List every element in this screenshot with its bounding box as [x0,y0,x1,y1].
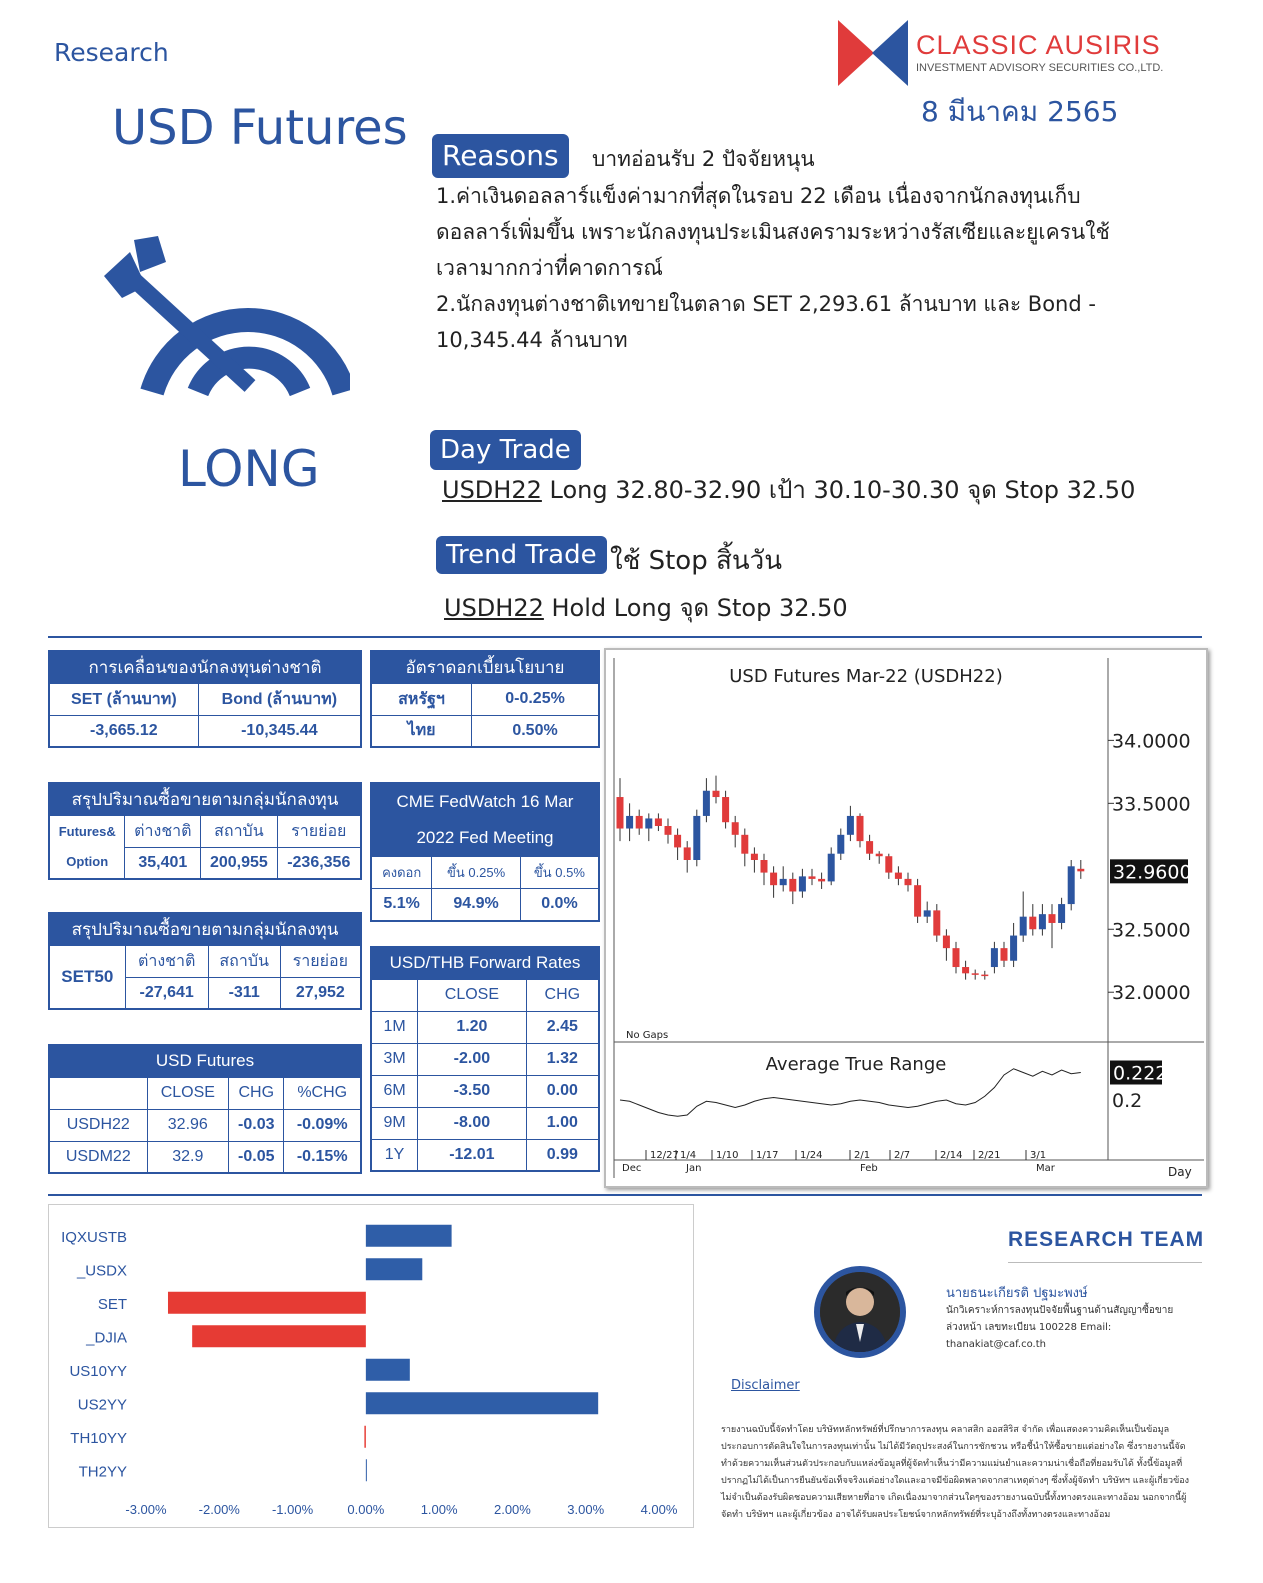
trend-trade-text: Hold Long จุด Stop 32.50 [543,594,848,622]
table-title: สรุปปริมาณซื้อขายตามกลุ่มนักลงทุน [49,783,361,815]
reason-line: 2.นักลงทุนต่างชาติเทขายในตลาด SET 2,293.61 ล้านบาท และ Bond - [436,292,1096,316]
table-cell: -3,665.12 [49,715,198,747]
candle-body [885,856,892,872]
table-title: การเคลื่อนของนักลงทุนต่างชาติ [49,651,361,683]
row-label-line: Option [66,854,109,870]
bar [366,1225,452,1247]
category-label: US2YY [77,1396,127,1414]
table-cell: -10,345.44 [198,715,361,747]
symbol-cell: USDM22 [49,1141,147,1173]
table-cell: -0.09% [284,1109,361,1141]
table-cell: 94.9% [432,889,521,921]
candle-body [1058,904,1065,923]
table-cell: 35,401 [125,847,201,879]
divider [48,1194,1202,1196]
day-trade-recommendation [442,470,1135,509]
candle-body [655,818,662,826]
atr-title: Average True Range [765,1054,947,1075]
report-date: 8 มีนาคม 2565 [921,95,1119,128]
table-title: USD/THB Forward Rates [371,947,599,979]
table-cell: 0.00 [526,1075,599,1107]
candle-body [1029,917,1036,930]
candle-body [866,841,873,854]
table-row [371,1075,599,1107]
x-month-label: Dec [622,1163,642,1174]
empty-header [49,1077,147,1109]
bar [366,1392,598,1414]
table-cell: -236,356 [277,847,361,879]
atr-last-label: 0.222 [1113,1062,1168,1085]
candle-body [991,948,998,967]
forward-rates-table [370,946,600,1172]
column-header: คงดอก [371,857,432,889]
divider [48,636,1202,638]
avatar [814,1266,906,1358]
reason-line: เวลามากกว่าที่คาดการณ์ [436,256,663,280]
column-header: CLOSE [418,979,527,1011]
column-header: รายย่อย [280,945,361,977]
person-icon [820,1272,900,1352]
x-tick-label: -3.00% [125,1502,167,1517]
candle-body [924,910,931,916]
candle-body [761,860,768,873]
table-title-line: CME FedWatch 16 Mar [396,792,574,811]
x-tick-label: 1/24 [800,1150,823,1161]
table-cell: 200,955 [201,847,277,879]
reason-line: 1.ค่าเงินดอลลาร์แข็งค่ามากที่สุดในรอบ 22 เดือน เนื่องจากนักลงทุนเก็บ [436,184,1081,208]
symbol-cell: USDH22 [49,1109,147,1141]
category-label: _USDX [76,1262,127,1280]
candle-body [770,873,777,886]
table-title: สรุปปริมาณซื้อขายตามกลุ่มนักลงทุน [49,913,361,945]
candle-body [732,822,739,835]
reasons-tag: Reasons [432,134,569,178]
bar [366,1459,367,1481]
analyst-description: นักวิเคราะห์การลงทุนปัจจัยพื้นฐานด้านสัญญาซื้อขายล่วงหน้า เลขทะเบียน 100228 Email: thanakiat@caf.co.th [946,1305,1174,1350]
x-tick-label: 2/7 [894,1150,911,1161]
y-tick-label: 32.5000 [1112,919,1191,942]
candle-body [828,854,835,882]
day-trade-text: Long 32.80-32.90 เป้า 30.10-30.30 จุด Stop 32.50 [541,476,1136,504]
table-row [371,1139,599,1171]
column-header: รายย่อย [277,815,361,847]
x-tick-label: 1.00% [420,1502,458,1517]
candle-body [876,854,883,857]
day-trade-symbol: USDH22 [442,476,542,504]
candle-body [741,835,748,854]
table-cell: -3.50 [418,1075,527,1107]
bar [366,1359,410,1381]
table-title-line: 2022 Fed Meeting [416,828,554,847]
candle-body [837,835,844,854]
table-cell: -2.00 [418,1043,527,1075]
table-cell: 5.1% [371,889,432,921]
candle-body [617,797,624,828]
table-cell: -311 [208,977,280,1009]
trend-trade-symbol: USDH22 [444,594,544,622]
table-cell: 2.45 [526,1011,599,1043]
candle-body [895,873,902,879]
candle-body [914,885,921,916]
candle-body [809,876,816,879]
y-tick-label: 34.0000 [1112,730,1191,753]
table-cell: 0.99 [526,1139,599,1171]
price-chart [606,650,1206,1186]
y-ticks-group [1108,730,1192,1004]
x-ticks-group [622,1150,1056,1174]
candle-body [789,879,796,892]
market-change-chart-panel [48,1204,694,1528]
policy-rate-table [370,650,600,748]
target-icon [100,236,350,396]
candle-body [674,835,681,848]
candle-body [972,973,979,975]
x-month-label: Jan [686,1163,702,1174]
candle-body [943,936,950,949]
table-cell: 1.20 [418,1011,527,1043]
disclaimer-text: รายงานฉบับนี้จัดทำโดย บริษัทหลักทรัพย์ที่ปรึกษาการลงทุน คลาสสิก ออสสิริส จำกัด เพื่อแสดงความคิดเห็นเป็นข้อมูลประกอบการตัดสินใจในการลงทุนเท่านั้น ไม่ได้มีวัตถุประสงค์ในการชักชวน หรือชี้นำให้ซื้อขายแต่อย่างใด ซึ่งรายงานนี้จัดทำด้วยความเห็นส่วนตัวประกอบกับแหล่งข้อมูลที่ผู้จัดทำเห็นว่ามีความแม่นยำและความน่าเชื่อถือที่ยอมรับได้ ทั้งนี้ข้อมูลที่ปรากฏไม่ได้เป็นการยืนยันข้อเท็จจริงแต่อย่างใดและอาจมีข้อผิดพลาดจากสาเหตุต่างๆ ซึ่งทั้งผู้จัดทำ บริษัทฯ และผู้เกี่ยวข้องไม่จำเป็นต้องรับผิดชอบความเสียหายที่อาจ เกิดเนื่องมาจากส่วนใดๆของรายงานฉบับนี้ทั้งทางตรงและทางอ้อม นอกจากนี้ผู้จัดทำ บริษัทฯ และผู้เกี่ยวข้อง อาจได้รับผลประโยชน์จากหลักทรัพย์ที่ระบุอ้างถึงทั้งทางตรงและทางอ้อม [721,1425,1190,1520]
bar [366,1258,422,1280]
candle-body [799,876,806,891]
row-label [49,815,125,879]
candle-body [722,797,729,822]
x-tick-label: 1/10 [716,1150,739,1161]
market-change-chart [49,1205,693,1527]
bar [192,1325,366,1347]
empty-header [371,979,418,1011]
candle-body [1068,866,1075,904]
page-title: USD Futures [112,100,408,156]
atr-line [620,1069,1081,1117]
x-tick-label: 1/4 [680,1150,697,1161]
candle-body [626,816,633,829]
candle-body [645,818,652,828]
logo-name: CLASSIC AUSIRIS [916,30,1161,60]
table-cell: 32.9 [147,1141,229,1173]
table-cell: -0.03 [229,1109,284,1141]
candle-body [1020,917,1027,936]
x-tick-label: 3.00% [567,1502,605,1517]
reason-line: 10,345.44 ล้านบาท [436,328,628,352]
table-cell: 27,952 [280,977,361,1009]
candle-body [818,879,825,882]
y-tick-label: 33.5000 [1112,793,1191,816]
candle-body [693,816,700,860]
column-header: ต่างชาติ [125,945,208,977]
table-cell: 0-0.25% [472,683,599,715]
x-tick-label: 2.00% [493,1502,531,1517]
reason-line: ดอลลาร์เพิ่มขึ้น เพราะนักลงทุนประเมินสงครามระหว่างรัสเซียและยูเครนใช้ [436,220,1110,244]
table-cell: 1.32 [526,1043,599,1075]
table-title: USD Futures [49,1045,361,1077]
x-tick-label: 0.00% [347,1502,385,1517]
foreign-flow-table [48,650,362,748]
candle-body [636,816,643,829]
column-header: สถาบัน [201,815,277,847]
candle-body [780,879,787,885]
candle-body [933,910,940,935]
column-header: ขึ้น 0.25% [432,857,521,889]
disclaimer-link[interactable]: Disclaimer [731,1378,800,1393]
table-cell: 32.96 [147,1109,229,1141]
table-cell: 1.00 [526,1107,599,1139]
analyst-name: นายธนะเกียรติ ปฐมะพงษ์ [946,1286,1088,1301]
column-header: Bond (ล้านบาท) [198,683,361,715]
candle-body [1039,914,1046,929]
candle-body [713,791,720,797]
fedwatch-table [370,782,600,922]
row-label-line: Futures& [58,824,116,840]
candle-body [1049,914,1056,923]
row-label: สหรัฐฯ [371,683,472,715]
category-label: TH10YY [70,1429,127,1447]
day-trade-tag: Day Trade [430,430,581,470]
bar [168,1292,366,1314]
row-label: SET50 [49,945,125,1009]
category-label: _DJIA [86,1329,127,1347]
company-logo-icon [838,20,908,86]
column-header: CHG [229,1077,284,1109]
x-tick-label: 3/1 [1030,1150,1047,1161]
x-tick-label: 12/27 [650,1150,679,1161]
table-cell: -12.01 [418,1139,527,1171]
candle-body [905,879,912,885]
candle-body [953,948,960,967]
table-cell: -27,641 [125,977,208,1009]
table-cell: -8.00 [418,1107,527,1139]
candle-body [1001,948,1008,961]
chart-title: USD Futures Mar-22 (USDH22) [729,666,1003,687]
price-chart-panel [604,648,1208,1188]
column-header: ต่างชาติ [125,815,201,847]
candle-body [857,816,864,841]
bar [364,1426,365,1448]
column-header: ขึ้น 0.5% [520,857,599,889]
table-row [49,1141,361,1173]
x-tick-label: 2/1 [854,1150,871,1161]
candle-body [703,791,710,816]
set50-investor-table [48,912,362,1010]
table-title: อัตราดอกเบี้ยนโยบาย [371,651,599,683]
section-label: Research [54,38,169,67]
table-row [371,1011,599,1043]
divider [1008,1262,1202,1263]
table-row [371,1107,599,1139]
row-label: ไทย [371,715,472,747]
chart-note: No Gaps [626,1030,669,1041]
x-tick-label: 1/17 [756,1150,779,1161]
candle-body [665,826,672,835]
tenor-cell: 6M [371,1075,418,1107]
trend-trade-note: ใช้ Stop สิ้นวัน [610,546,782,576]
category-label: TH2YY [78,1463,127,1481]
candle-body [981,975,988,977]
reasons-headline: บาทอ่อนรับ 2 ปัจจัยหนุน [592,147,815,171]
futures-investor-table [48,782,362,880]
candle-body [962,967,969,973]
x-tick-label: -2.00% [198,1502,240,1517]
table-cell: 0.50% [472,715,599,747]
trend-trade-recommendation [444,588,848,627]
table-cell: -0.15% [284,1141,361,1173]
x-tick-label: 4.00% [640,1502,678,1517]
tenor-cell: 9M [371,1107,418,1139]
x-tick-label: 2/14 [940,1150,963,1161]
category-label: IQXUSTB [61,1228,127,1246]
x-unit-label: Day [1168,1165,1192,1179]
column-header: CLOSE [147,1077,229,1109]
x-tick-label: 2/21 [978,1150,1001,1161]
candle-body [1077,869,1084,872]
y-tick-label: 32.0000 [1112,982,1191,1005]
table-row [49,1109,361,1141]
logo-subtitle: INVESTMENT ADVISORY SECURITIES CO.,LTD. [916,62,1164,74]
last-price-label: 32.9600 [1113,861,1192,884]
column-header: CHG [526,979,599,1011]
position-label: LONG [178,440,320,498]
category-label: US10YY [69,1362,127,1380]
atr-tick-label: 0.2 [1112,1090,1143,1112]
x-tick-label: -1.00% [271,1502,314,1517]
column-header: %CHG [284,1077,361,1109]
candles-group [617,776,1085,980]
x-month-label: Feb [860,1163,878,1174]
table-cell: -0.05 [229,1141,284,1173]
column-header: สถาบัน [208,945,280,977]
tenor-cell: 3M [371,1043,418,1075]
category-label: SET [97,1295,127,1313]
candle-body [751,854,758,860]
table-row [371,1043,599,1075]
trend-trade-tag: Trend Trade [436,536,607,574]
table-cell: 0.0% [520,889,599,921]
research-team-title: RESEARCH TEAM [1008,1228,1205,1251]
column-header: SET (ล้านบาท) [49,683,198,715]
usd-futures-table [48,1044,362,1174]
candle-body [1010,936,1017,961]
x-month-label: Mar [1036,1163,1055,1174]
tenor-cell: 1Y [371,1139,418,1171]
candle-body [684,847,691,860]
candle-body [847,816,854,835]
tenor-cell: 1M [371,1011,418,1043]
table-title [371,783,599,857]
